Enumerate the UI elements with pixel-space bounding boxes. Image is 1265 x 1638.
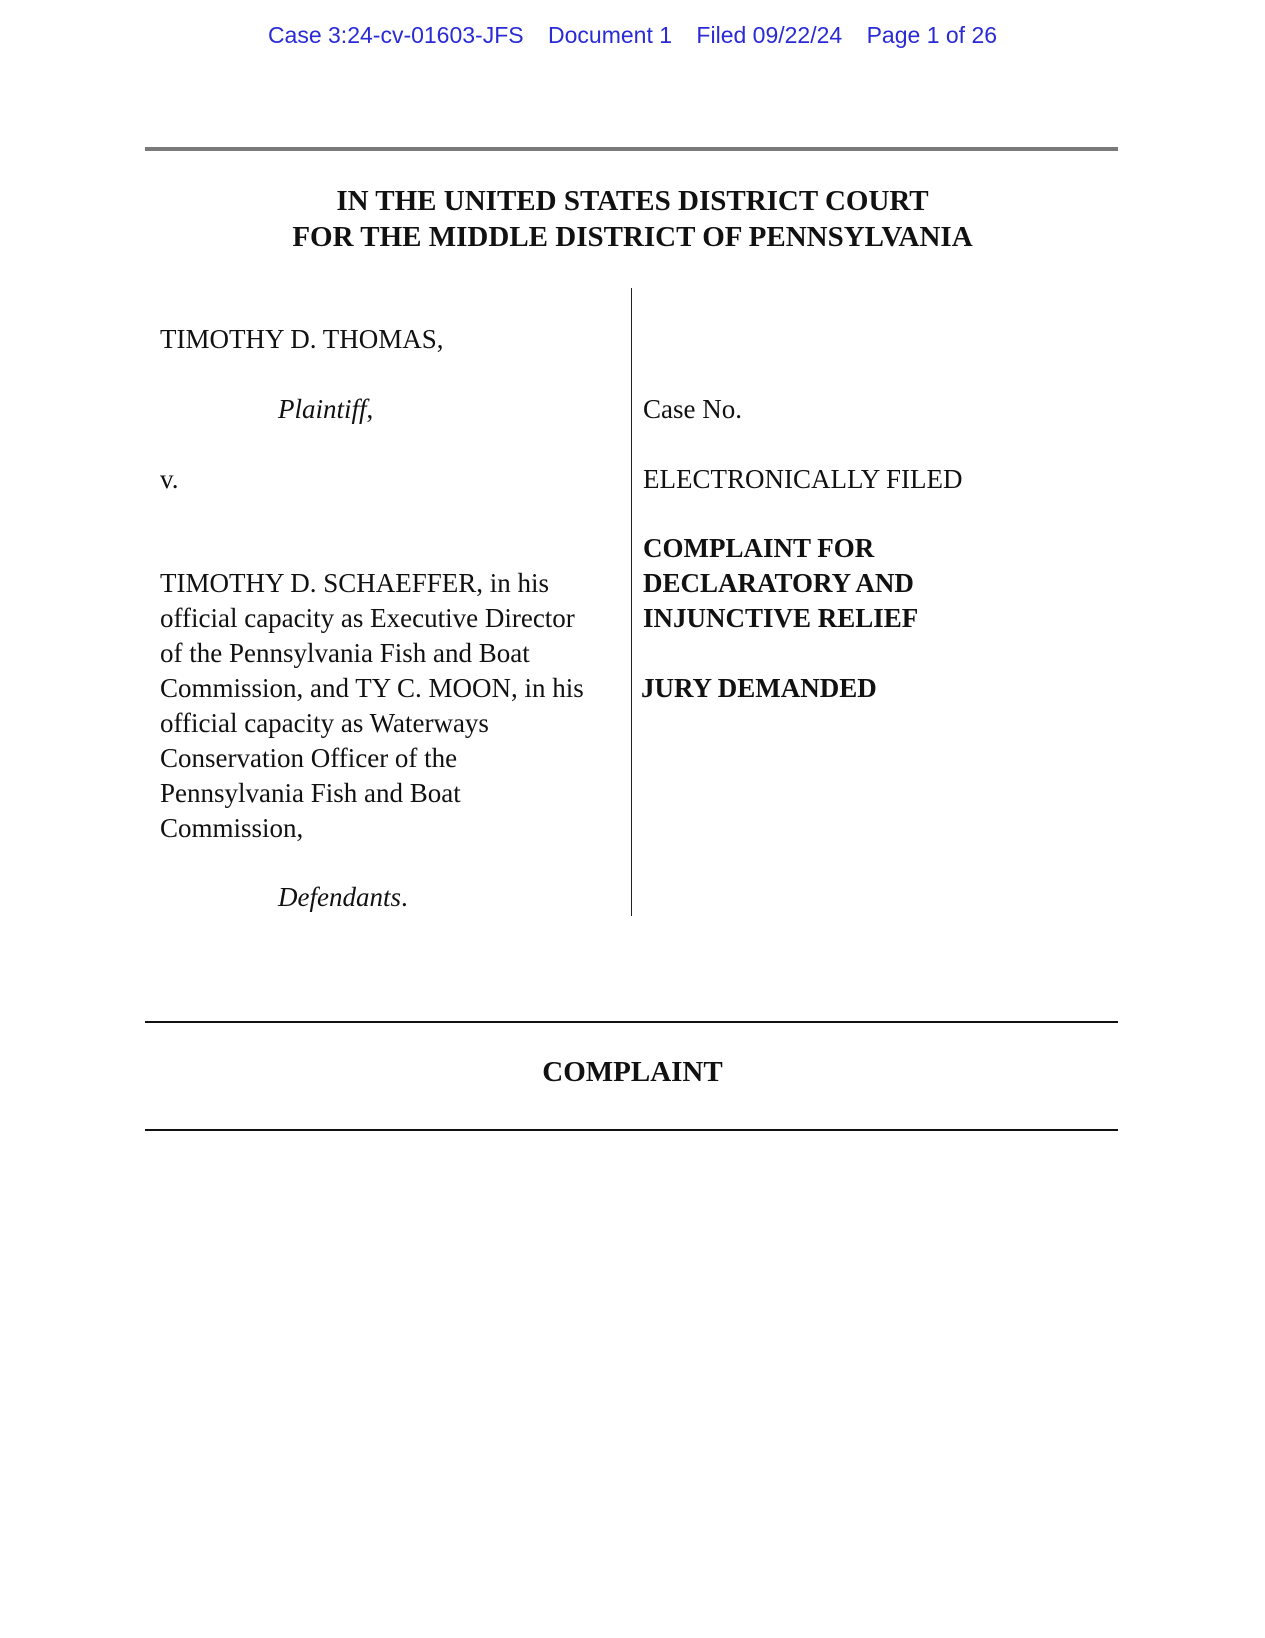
defendants-line: official capacity as Waterways [160, 708, 489, 738]
plaintiff-role [278, 392, 373, 427]
defendants-line: Conservation Officer of the [160, 743, 458, 773]
electronically-filed-label: ELECTRONICALLY FILED [643, 464, 963, 494]
defendants-line: Commission, [160, 813, 304, 843]
defendants-role [278, 880, 408, 915]
caption-column-divider [631, 288, 632, 916]
court-title [0, 183, 1265, 255]
plaintiff-name: TIMOTHY D. THOMAS, [160, 324, 444, 354]
jury-demanded: JURY DEMANDED [641, 673, 877, 703]
versus: v. [160, 464, 179, 494]
defendants-description [160, 566, 584, 846]
document-number: Document 1 [548, 22, 673, 48]
defendants-line: Commission, and TY C. MOON, in his [160, 673, 584, 703]
complaint-for-line: COMPLAINT FOR [643, 533, 875, 563]
court-title-line-2: FOR THE MIDDLE DISTRICT OF PENNSYLVANIA [292, 221, 973, 253]
defendants-line: official capacity as Executive Director [160, 603, 575, 633]
ecf-filing-header [0, 22, 1265, 49]
defendants-role-suffix: . [400, 882, 408, 912]
filed-date: Filed 09/22/24 [696, 22, 843, 48]
complaint-bottom-rule [145, 1129, 1118, 1131]
plaintiff-role-suffix: , [366, 394, 374, 424]
defendants-line: of the Pennsylvania Fish and Boat [160, 638, 530, 668]
complaint-for-line: DECLARATORY AND [643, 568, 914, 598]
complaint-for-line: INJUNCTIVE RELIEF [643, 603, 919, 633]
court-title-line-1: IN THE UNITED STATES DISTRICT COURT [336, 185, 929, 217]
case-number: Case 3:24-cv-01603-JFS [267, 22, 524, 48]
defendants-line: TIMOTHY D. SCHAEFFER, in his [160, 568, 550, 598]
complaint-top-rule [145, 1021, 1118, 1023]
defendants-line: Pennsylvania Fish and Boat [160, 778, 461, 808]
defendants-role-label: Defendants [278, 882, 401, 912]
page-indicator: Page 1 of 26 [866, 22, 998, 48]
plaintiff-role-label: Plaintiff [278, 394, 367, 424]
complaint-for-relief [643, 531, 918, 636]
top-divider [145, 147, 1118, 151]
case-number-label: Case No. [643, 394, 742, 424]
complaint-heading: COMPLAINT [542, 1056, 723, 1088]
